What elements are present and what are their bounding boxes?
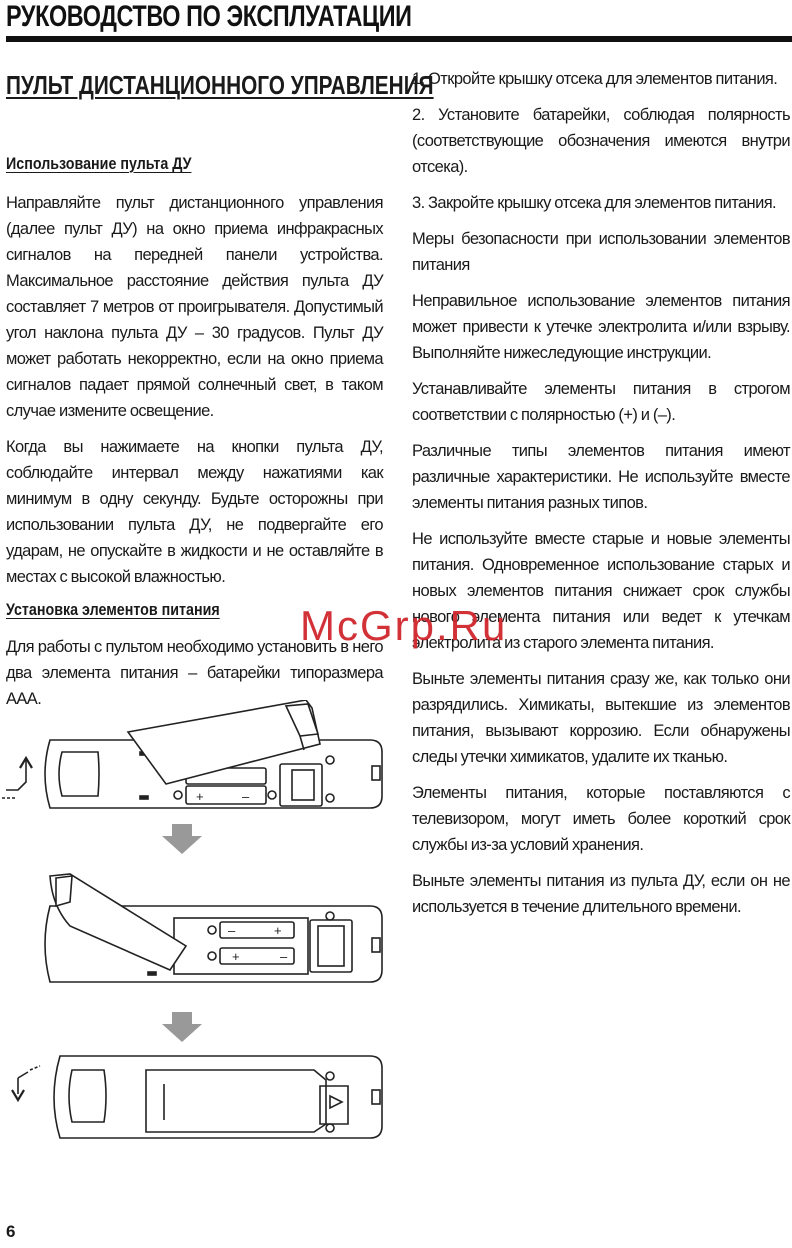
remote-step-2-illustration: [45, 874, 382, 1042]
step-3: 3. Закройте крышку отсека для элементов питания.: [412, 194, 777, 212]
page-header-title: РУКОВОДСТВО ПО ЭКСПЛУАТАЦИИ: [6, 0, 412, 33]
watermark: McGrp.Ru: [300, 602, 508, 649]
battery-minus-sign-3: –: [280, 949, 288, 964]
section-title: ПУЛЬТ ДИСТАНЦИОННОГО УПРАВЛЕНИЯ: [6, 70, 434, 100]
safety-paragraph-2: Устанавливайте элементы питания в строгом соответствии с полярностью (+) и (–).: [412, 380, 790, 424]
usage-paragraph-2: Когда вы нажимаете на кнопки пульта ДУ, соблюдайте интервал между нажатиями как минимум в одну секунду. Будьте осторожны при использовании пульта ДУ, не подвергайте его ударам, не опускайте в жидкости и не оставляйте в местах с высокой влажностью.: [6, 438, 383, 586]
battery-installation-illustration: [0, 700, 400, 1170]
battery-plus-sign-1: +: [196, 789, 204, 804]
install-paragraph: Для работы с пультом необходимо установить в него два элемента питания – батарейки типоразмера ААА.: [6, 638, 383, 708]
page-number: 6: [6, 1222, 16, 1241]
safety-paragraph-7: Выньте элементы питания из пульта ДУ, если он не используется в течение длительного времени.: [412, 872, 790, 916]
safety-paragraph-4: Не используйте вместе старые и новые элементы питания. Одновременное использование старых и новых элементов питания снижает срок службы нового элемента питания или ведет к утечкам электролита из старого элемента питания.: [412, 530, 790, 652]
remote-step-1-illustration: [2, 700, 382, 854]
safety-heading: Меры безопасности при использовании элементов питания: [412, 230, 790, 274]
battery-plus-sign-3: +: [232, 949, 240, 964]
right-column: [412, 66, 790, 930]
battery-plus-sign-2: +: [274, 923, 282, 938]
usage-paragraph-1: Направляйте пульт дистанционного управления (далее пульт ДУ) на окно приема инфракрасных сигналов на передней панели устройства. Максимальное расстояние действия пульта ДУ составляет 7 метров от проигрывателя. Допустимый угол наклона пульта ДУ – 30 градусов. Пульт ДУ может работать некорректно, если на окно приема сигналов падает прямой солнечный свет, в таком случае измените освещение.: [6, 194, 383, 420]
step-1: 1. Откройте крышку отсека для элементов питания.: [412, 70, 778, 88]
battery-minus-sign-1: –: [242, 789, 250, 804]
remote-step-3-illustration: [12, 1056, 382, 1138]
safety-paragraph-3: Различные типы элементов питания имеют различные характеристики. Не используйте вместе элементы питания разных типов.: [412, 442, 790, 512]
safety-paragraph-5: Выньте элементы питания сразу же, как только они разрядились. Химикаты, вытекшие из элементов питания, вызывают коррозию. Если обнаружены следы утечки химикатов, удалите их тканью.: [412, 670, 790, 766]
safety-paragraph-6: Элементы питания, которые поставляются с телевизором, могут иметь более короткий срок службы из-за условий хранения.: [412, 784, 790, 854]
header-rule: [6, 36, 792, 42]
battery-minus-sign-2: –: [228, 923, 236, 938]
safety-paragraph-1: Неправильное использование элементов питания может привести к утечке электролита и/или взрыву. Выполняйте нижеследующие инструкции.: [412, 292, 790, 362]
step-2: 2. Установите батарейки, соблюдая полярность (соответствующие обозначения имеются внутри отсека).: [412, 106, 790, 176]
install-heading: Установка элементов питания: [6, 600, 220, 619]
usage-heading: Использование пульта ДУ: [6, 154, 192, 173]
usage-text: [6, 190, 383, 600]
